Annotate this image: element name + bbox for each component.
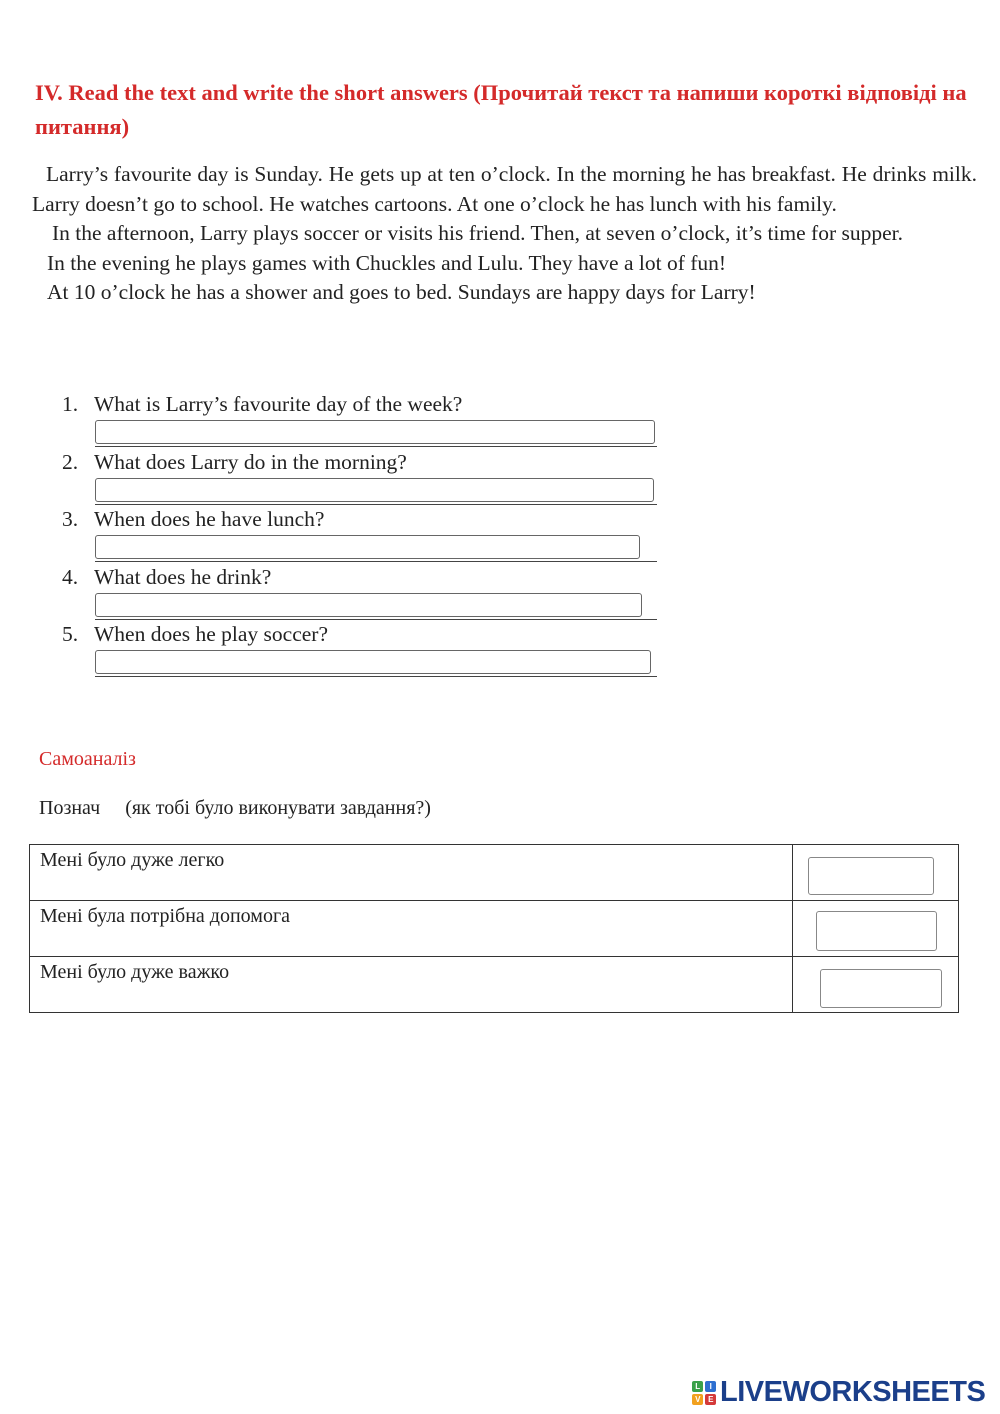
self-analysis-table — [29, 844, 959, 1013]
option-cell — [793, 845, 959, 901]
liveworksheets-logo-icon — [692, 1381, 716, 1405]
option-label: Мені було дуже легко — [30, 845, 793, 901]
option-help-box[interactable] — [816, 911, 937, 951]
question-item — [62, 392, 662, 450]
option-cell — [793, 901, 959, 957]
question-text: When does he have lunch? — [94, 507, 325, 531]
option-cell — [793, 957, 959, 1013]
option-label: Мені було дуже важко — [30, 957, 793, 1013]
question-text: What is Larry’s favourite day of the week? — [94, 392, 463, 416]
option-easy-box[interactable] — [808, 857, 934, 895]
mark-instruction — [39, 797, 431, 820]
answer-underline — [95, 676, 657, 677]
question-number: 3. — [62, 507, 79, 531]
question-number: 5. — [62, 622, 79, 646]
answer-input-2[interactable] — [95, 478, 654, 502]
brand-name: LIVEWORKSHEETS — [720, 1376, 986, 1408]
passage-paragraph: In the afternoon, Larry plays soccer or visits his friend. Then, at seven o’clock, it’s time for supper. — [52, 221, 904, 245]
answer-underline — [95, 446, 657, 447]
logo-letter: L — [692, 1381, 703, 1392]
answer-input-5[interactable] — [95, 650, 651, 674]
question-number: 4. — [62, 564, 79, 589]
question-text: When does he play soccer? — [94, 622, 329, 646]
answer-underline — [95, 561, 657, 562]
question-number: 1. — [62, 392, 79, 416]
exercise-heading: IV. Read the text and write the short answers (Прочитай текст та напиши короткі відповіді на питання) — [35, 80, 967, 139]
question-text: What does Larry do in the morning? — [94, 449, 407, 474]
liveworksheets-brand[interactable] — [692, 1376, 985, 1409]
logo-letter: I — [705, 1381, 716, 1392]
passage-paragraph: Larry’s favourite day is Sunday. He gets up at ten o’clock. In the morning he has breakfast. He drinks milk. Larry doesn’t go to school. He watches cartoons. At one o’clock he has lunch with his family. — [32, 162, 977, 216]
table-row — [30, 957, 959, 1013]
logo-letter: V — [692, 1394, 703, 1405]
logo-letter: E — [705, 1394, 716, 1405]
question-text: What does he drink? — [94, 564, 272, 589]
self-analysis-title: Самоаналіз — [39, 748, 136, 770]
answer-input-3[interactable] — [95, 535, 640, 559]
passage-paragraph: At 10 o’clock he has a shower and goes to bed. Sundays are happy days for Larry! — [47, 280, 756, 304]
answer-underline — [95, 504, 657, 505]
option-label: Мені була потрібна допомога — [30, 901, 793, 957]
table-row — [30, 845, 959, 901]
question-list — [62, 392, 662, 680]
answer-input-4[interactable] — [95, 593, 642, 617]
reading-passage — [32, 160, 977, 308]
question-item — [62, 507, 662, 565]
passage-paragraph: In the evening he plays games with Chuckles and Lulu. They have a lot of fun! — [47, 250, 727, 275]
question-item — [62, 622, 662, 680]
mark-hint: (як тобі було виконувати завдання?) — [125, 797, 431, 819]
answer-input-1[interactable] — [95, 420, 655, 444]
question-item — [62, 450, 662, 508]
question-number: 2. — [62, 449, 79, 474]
option-hard-box[interactable] — [820, 969, 942, 1008]
table-row — [30, 901, 959, 957]
mark-label: Познач — [39, 797, 101, 819]
question-item — [62, 565, 662, 623]
answer-underline — [95, 619, 657, 620]
